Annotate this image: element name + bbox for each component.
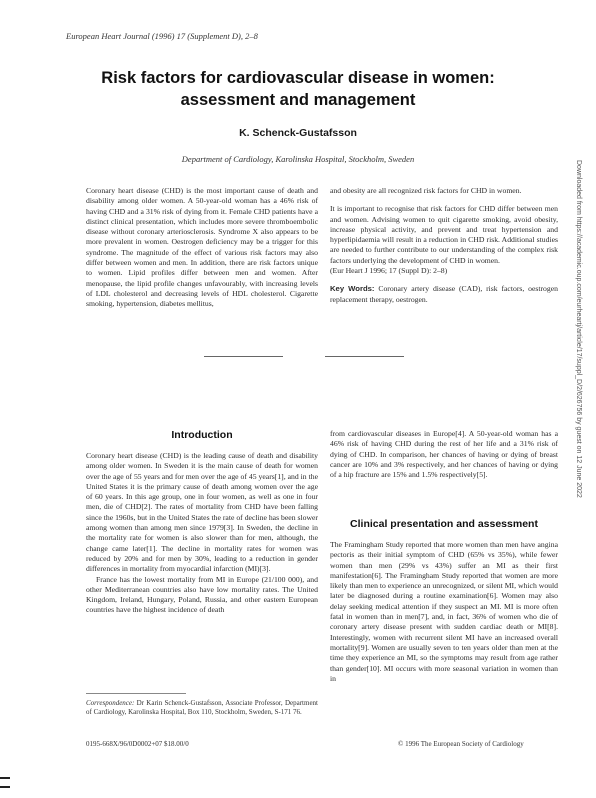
body-paragraph: The Framingham Study reported that more women than men have angina pectoris as their initial symptom of CHD (65% vs 35%), while fewer women than men (29% vs 43%) suffer an MI as their first manifestation[6]. The Framingham Study reported that women are more likely than men to experience an unrecognized, or silent MI, which would later be diagnosed during a routine examination[6]. Women may also delay seeking medical attention if they suspect an MI. MI is more often fatal in women than in men[7], and, in fact, 36% of women who die of coronary artery disease present with sudden cardiac death or MI[8]. Interestingly, women with recurrent silent MI have an increased overall mortality[9]. Women are usually seven to ten years older than men at the time they experience an MI, so the symptoms may result from age rather than gender[10]. MI occurs with more seasonal variation in women than in (330, 540, 558, 683)
scan-mark (0, 786, 10, 788)
body-paragraph: France has the lowest mortality from MI in Europe (21/100 000), and other Mediterranean countries also have low mortality rates. The United Kingdom, Ireland, Hungary, Poland, Russia, and other eastern European countries have the highest incidence of death (86, 574, 318, 615)
abstract-divider (325, 356, 404, 357)
body-left-column (86, 451, 318, 616)
section-heading-clinical: Clinical presentation and assessment (350, 518, 538, 530)
abstract-paragraph: and obesity are all recognized risk factors for CHD in women. (330, 186, 522, 195)
abstract-divider (204, 356, 283, 357)
body-right-column-bottom (330, 540, 558, 684)
article-title: Risk factors for cardiovascular disease in women: assessment and management (101, 69, 495, 109)
section-heading-introduction: Introduction (171, 429, 233, 441)
author-name: K. Schenck-Gustafsson (239, 127, 357, 139)
correspondence-footnote (86, 699, 318, 717)
abstract-right-column (330, 186, 558, 313)
abstract-paragraph: It is important to recognise that risk factors for CHD differ between men and women. Advising women to quit cigarette smoking, avoid obesity, increase physical activity, and prevent and treat hypertension and hyperlipidaemia will result in a reduction in CHD risk. Additional studies are needed to further contribute to our understanding of the complex risk factors underlying the development of CHD in women. (330, 204, 558, 265)
body-paragraph: from cardiovascular diseases in Europe[4]. A 50-year-old woman has a 46% risk of having CHD during the rest of her life and a 31% risk of dying of CHD. In comparison, her chances of having or dying of breast cancer are 10% and 3% respectively, and her chances of having or dying of a hip fracture are 15% and 1.5% respectively[5]. (330, 429, 558, 480)
footer-code: 0195-668X/96/0D0002+07 $18.00/0 (86, 740, 189, 748)
keywords-label: Key Words: (330, 284, 375, 294)
abstract-citation: (Eur Heart J 1996; 17 (Suppl D): 2–8) (330, 266, 448, 276)
footnote-label: Correspondence: (86, 699, 135, 707)
scan-mark (0, 777, 10, 779)
footnote-rule (86, 693, 186, 694)
body-paragraph: Coronary heart disease (CHD) is the leading cause of death and disability among older women. In Sweden it is the main cause of death for women over the age of 55 years and for men over the age of 45 years[1], and in the United States it is the primary cause of death among women over the age of 60 years. In this age group, one in four women, as well as one in four men, die of CHD[2]. The rates of mortality from CHD have been falling since the 1960s, but in the United States the rate of decline has been slower among women than among men since 1979[3]. In Sweden, the decline in the mortality rate for women is also slower than for men, although, the change came later[1]. The decline in mortality rates for women was reduced by 20% and for men by 30%, leading to a reduction in gender differences in mortality from myocardial infarction (MI)[3]. (86, 451, 318, 574)
footnote-text: Dr Karin Schenck-Gustafsson, Associate Professor, Department of Cardiology, Karolinska Hospital, Box 110, Stockholm, Sweden, S-171 76. (86, 699, 319, 716)
keywords-text: Coronary artery disease (CAD), risk factors, oestrogen replacement therapy, oestrogen. (330, 284, 559, 304)
keywords (330, 284, 558, 305)
download-watermark: Downloaded from https://academic.oup.com/eurheartj/article/17/suppl_D/2/626756 by guest on 12 June 2022 (575, 160, 582, 498)
footer-copyright: © 1996 The European Society of Cardiology (398, 740, 524, 748)
author-affiliation: Department of Cardiology, Karolinska Hospital, Stockholm, Sweden (181, 154, 415, 164)
running-head: European Heart Journal (1996) 17 (Supplement D), 2–8 (66, 31, 258, 41)
abstract-paragraph: Coronary heart disease (CHD) is the most important cause of death and disability among older women. A 50-year-old woman has a 46% risk of having CHD and a 31% risk of dying from it. Female CHD patients have a distinct clinical presentation, which includes more severe thromboembolic disease without coronary arteriosclerosis. Syndrome X also appears to be more prevalent in women. Oestrogen deficiency may be a trigger for this syndrome. The magnitude of the effect of various risk factors may also differ between women and men. In addition, there are risk factors unique to women. Lipid profiles differ between men and women. After menopause, the lipid profile changes unfavourably, with increasing levels of LDL cholesterol and decreasing levels of HDL cholesterol. Cigarette smoking, hypertension, diabetes mellitus, (86, 186, 318, 309)
body-right-column-top (330, 429, 558, 480)
abstract-left-column (86, 186, 318, 318)
